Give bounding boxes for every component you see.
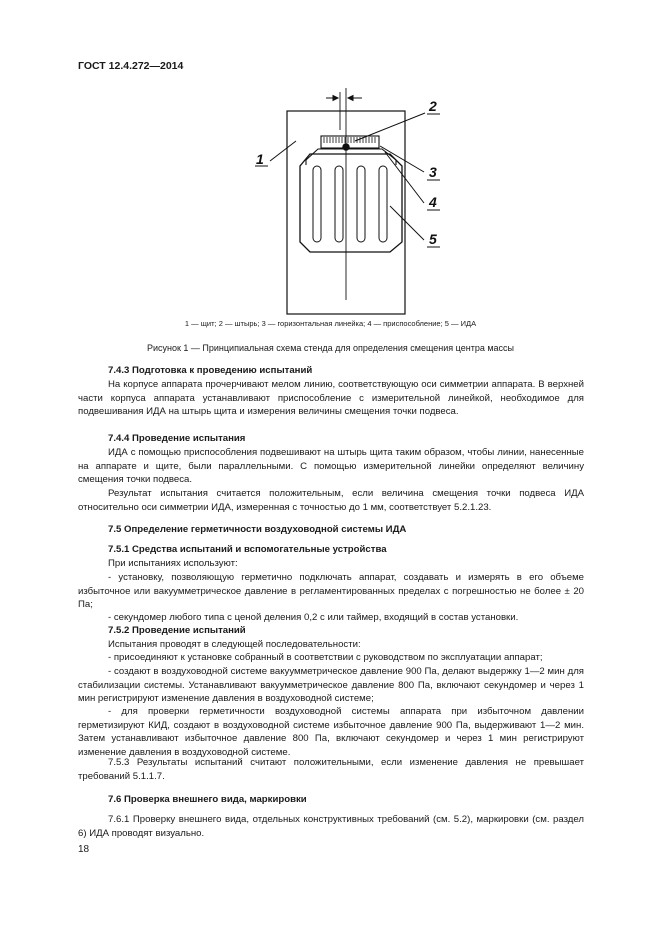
paragraph: 7.6.1 Проверку внешнего вида, отдельных конструктивных требований (см. 5.2), маркировки (см. раздел 6) ИДА проводят визуально. — [78, 814, 584, 839]
callout-4: 4 — [429, 194, 437, 210]
section-heading: 7.5.1 Средства испытаний и вспомогательные устройства — [108, 544, 387, 555]
paragraph: Результат испытания считается положительным, если величина смещения точки подвеса ИДА относительно оси симметрии ИДА, измеренная с точностью до 1 мм, соответствует 5.2.1.23. — [78, 488, 584, 513]
figure-caption: Рисунок 1 — Принципиальная схема стенда для определения смещения центра массы — [146, 343, 514, 353]
page-number: 18 — [78, 844, 90, 855]
callout-2: 2 — [429, 98, 437, 114]
figure-diagram — [0, 0, 661, 320]
paragraph: ИДА с помощью приспособления подвешивают на штырь щита таким образом, чтобы линии, нанесенные на аппарате и щите, были параллельными. С помощью измерительной линейки определяют величину смещения точки подвеса. — [78, 447, 584, 486]
paragraph: - создают в воздуховодной системе вакуумметрическое давление 900 Па, делают выдержку 1—2 мин для стабилизации системы. Устанавливают вакуумметрическое давление 800 Па, включают секундомер и через 1 мин регистрируют изменение давления в воздуховодной системе; — [78, 666, 584, 705]
paragraph: - установку, позволяющую герметично подключать аппарат, создавать и измерять в его объеме избыточное или вакуумметрическое давление в регламентированных пределах с погрешностью не более ± 20 Па; — [78, 572, 584, 611]
section-heading: 7.4.4 Проведение испытания — [108, 433, 246, 444]
paragraph: - присоединяют к установке собранный в соответствии с руководством по эксплуатации аппарат; — [108, 652, 543, 663]
section-heading: 7.6 Проверка внешнего вида, маркировки — [108, 794, 307, 805]
paragraph: 7.5.3 Результаты испытаний считают положительными, если изменение давления не превышает требований 5.1.1.7. — [78, 757, 584, 782]
paragraph: Испытания проводят в следующей последовательности: — [108, 639, 361, 650]
paragraph: - секундомер любого типа с ценой деления 0,2 с или таймер, входящий в состав установки. — [108, 612, 519, 623]
figure-legend: 1 — щит; 2 — штырь; 3 — горизонтальная линейка; 4 — приспособление; 5 — ИДА — [184, 319, 477, 328]
ruler-ticks — [324, 137, 375, 143]
paragraph: - для проверки герметичности воздуховодной системы аппарата при избыточном давлении герметизируют КИД, создают в воздуховодной системе избыточное давление 900 Па, выдерживают 1—2 мин. Затем устанавливают избыточное давление 800 Па, включают секундомер и через 1 мин регистрируют изменение давления в воздуховодной системе. — [78, 706, 584, 758]
section-heading: 7.5 Определение герметичности воздуховодной системы ИДА — [108, 524, 407, 535]
callout-5: 5 — [429, 231, 437, 247]
callout-3: 3 — [429, 164, 437, 180]
callout-1: 1 — [256, 151, 264, 167]
document-header: ГОСТ 12.4.272—2014 — [78, 60, 184, 72]
section-heading: 7.5.2 Проведение испытаний — [108, 625, 246, 636]
section-heading: 7.4.3 Подготовка к проведению испытаний — [108, 365, 313, 376]
paragraph: На корпусе аппарата прочерчивают мелом линию, соответствующую оси симметрии аппарата. В верхней части корпуса аппарата устанавливают приспособление с измерительной линейкой, необходимое для подвешивания ИДА на штырь щита и измерения величины смещения точки подвеса. — [78, 379, 584, 418]
paragraph: При испытаниях используют: — [108, 558, 238, 569]
fixture-shape — [306, 149, 396, 165]
